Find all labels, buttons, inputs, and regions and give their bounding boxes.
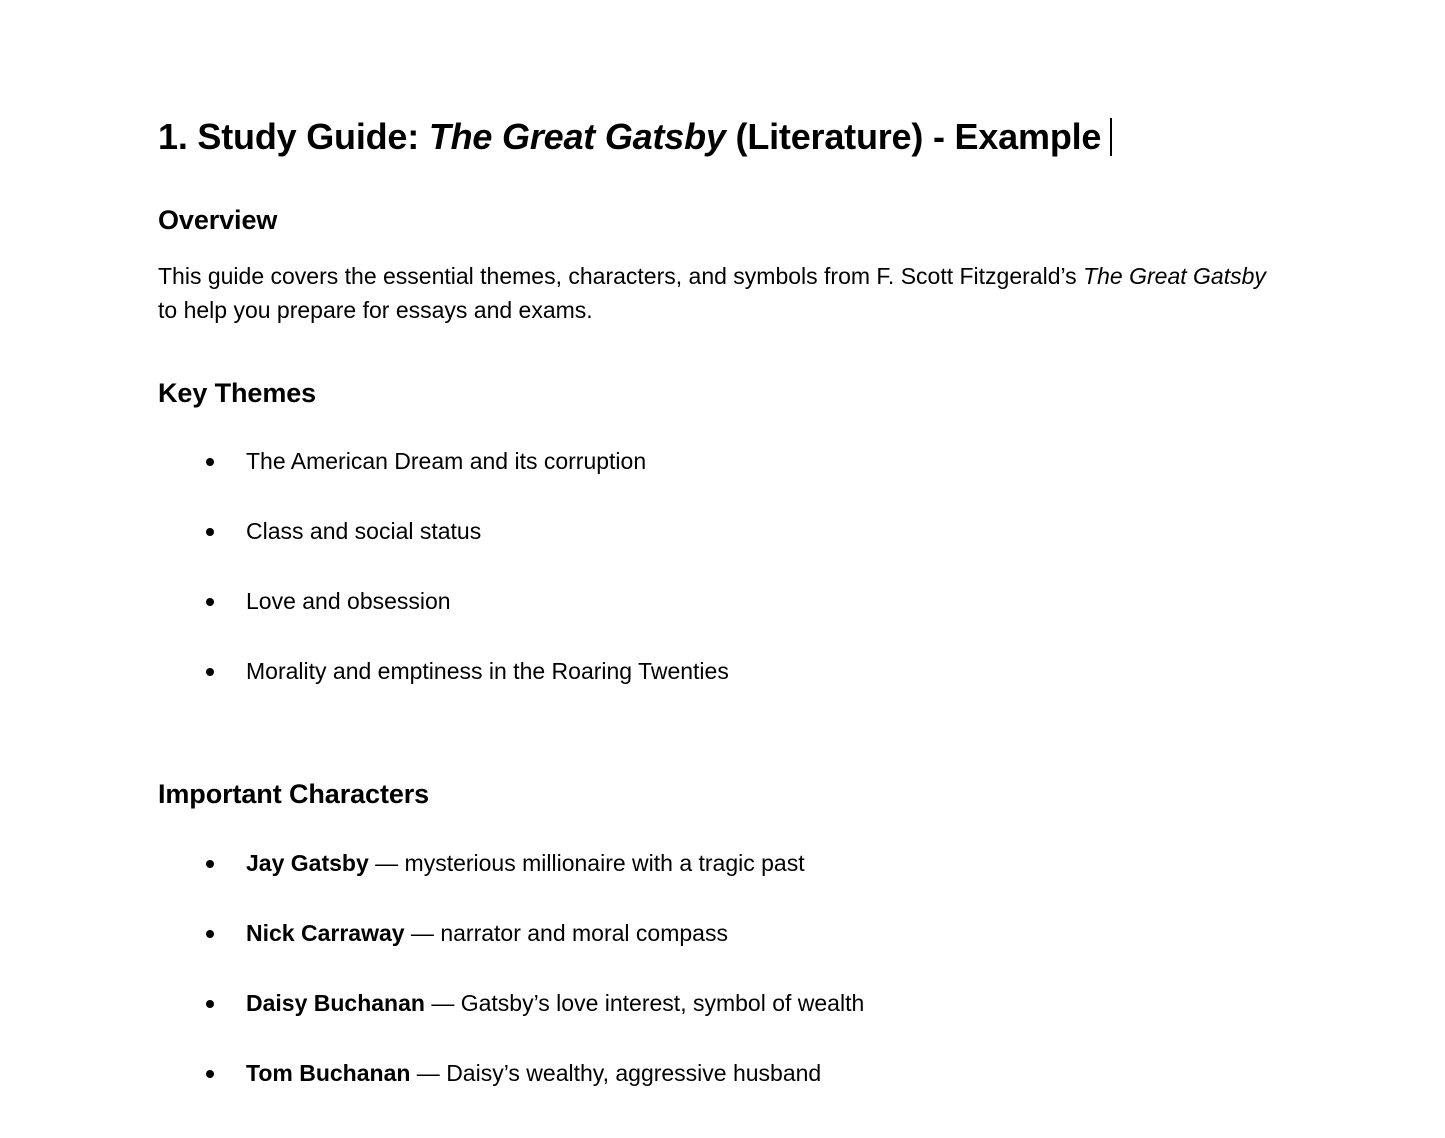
- section-heading-overview: Overview: [158, 205, 278, 236]
- bullet-dot-icon: [206, 930, 214, 938]
- character-description: — narrator and moral compass: [404, 919, 728, 946]
- bullet-dot-icon: [206, 528, 214, 536]
- list-item[interactable]: [158, 586, 1318, 616]
- list-item[interactable]: [158, 656, 1318, 686]
- character-name: Tom Buchanan: [246, 1059, 411, 1086]
- character-description: — Daisy’s wealthy, aggressive husband: [410, 1059, 822, 1086]
- list-item[interactable]: [158, 918, 1318, 948]
- list-item[interactable]: [158, 446, 1318, 476]
- bullet-dot-icon: [206, 458, 214, 466]
- section-heading-important-characters: Important Characters: [158, 779, 430, 810]
- text-cursor-caret: [1110, 118, 1112, 156]
- bullet-dot-icon: [206, 1000, 214, 1008]
- overview-italic-book-name: The Great Gatsby: [1083, 262, 1266, 289]
- character-name: Jay Gatsby: [246, 849, 369, 876]
- empty-paragraph-spacer[interactable]: [158, 686, 1318, 722]
- list-item[interactable]: [158, 516, 1318, 546]
- character-name: Nick Carraway: [246, 919, 405, 946]
- title-suffix: (Literature) - Example: [725, 116, 1102, 157]
- list-item-label: Class and social status: [246, 518, 482, 545]
- list-item-label: Morality and emptiness in the Roaring Twenties: [246, 658, 729, 685]
- list-item[interactable]: [158, 988, 1318, 1018]
- key-themes-list: [158, 409, 1318, 686]
- overview-paragraph[interactable]: [158, 237, 1280, 327]
- character-name: Daisy Buchanan: [246, 989, 425, 1016]
- list-item-label: Love and obsession: [246, 588, 451, 615]
- important-characters-list: [158, 811, 1318, 1088]
- list-item[interactable]: [158, 848, 1318, 878]
- bullet-dot-icon: [206, 598, 214, 606]
- title-italic-book-name: The Great Gatsby: [428, 116, 726, 157]
- page-title[interactable]: [158, 0, 1318, 157]
- document-body[interactable]: [158, 0, 1318, 1088]
- list-item-label: The American Dream and its corruption: [246, 448, 647, 475]
- section-heading-key-themes: Key Themes: [158, 377, 317, 408]
- character-description: — mysterious millionaire with a tragic past: [368, 849, 805, 876]
- bullet-dot-icon: [206, 668, 214, 676]
- character-description: — Gatsby’s love interest, symbol of wealth: [424, 989, 865, 1016]
- overview-text-after-italic: to help you prepare for essays and exams.: [158, 296, 593, 323]
- bullet-dot-icon: [206, 860, 214, 868]
- overview-text-before-italic: This guide covers the essential themes, characters, and symbols from F. Scott Fitzgerald’s: [158, 262, 1084, 289]
- list-item[interactable]: [158, 1058, 1318, 1088]
- title-prefix: 1. Study Guide:: [158, 116, 429, 157]
- bullet-dot-icon: [206, 1070, 214, 1078]
